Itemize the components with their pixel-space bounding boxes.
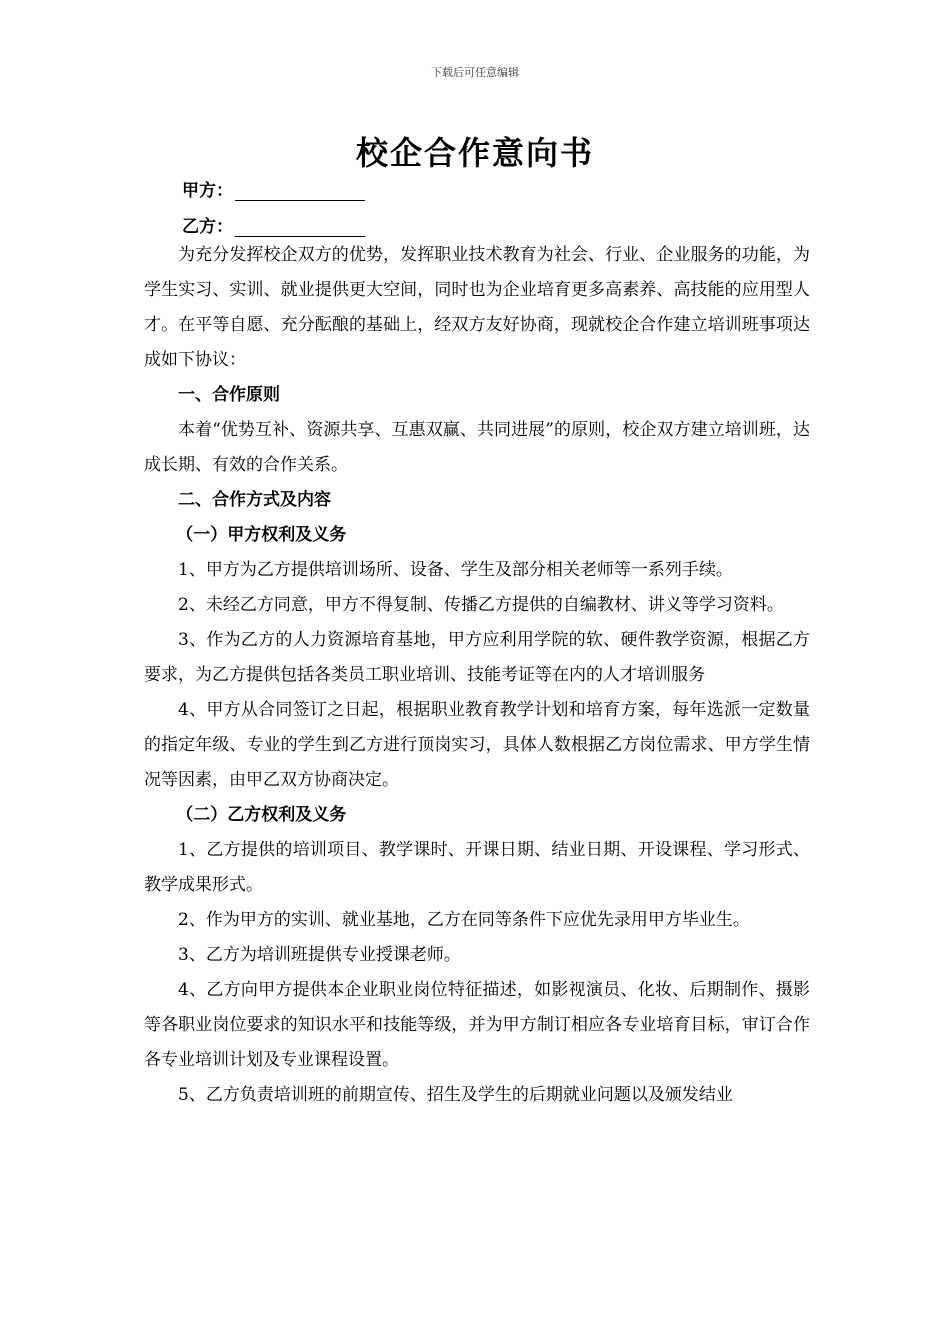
party-a-line bbox=[182, 176, 365, 201]
party-a-item-2: 2、未经乙方同意，甲方不得复制、传播乙方提供的自编教材、讲义等学习资料。 bbox=[178, 595, 784, 615]
party-b-item-3: 3、乙方为培训班提供专业授课老师。 bbox=[178, 945, 461, 965]
party-a-blank bbox=[235, 182, 365, 201]
document-title: 校企合作意向书 bbox=[355, 134, 594, 172]
party-b-item-2: 2、作为甲方的实训、就业基地，乙方在同等条件下应优先录用甲方毕业生。 bbox=[178, 910, 750, 930]
party-a-duties-heading: （一）甲方权利及义务 bbox=[176, 525, 347, 545]
page-header: 下载后可任意编辑 bbox=[431, 66, 519, 79]
section-2-heading: 二、合作方式及内容 bbox=[178, 490, 331, 510]
party-a-item-3: 3、作为乙方的人力资源培育基地，甲方应利用学院的软、硬件教学资源，根据乙方要求，为乙方提供包括各类员工职业培训、技能考证等在内的人才培训服务 bbox=[144, 630, 810, 685]
party-b-line bbox=[182, 212, 365, 237]
party-a-item-1: 1、甲方为乙方提供培训场所、设备、学生及部分相关老师等一系列手续。 bbox=[178, 560, 733, 580]
party-b-label: 乙方： bbox=[182, 217, 233, 237]
party-b-blank bbox=[235, 218, 365, 237]
party-a-item-4: 4、甲方从合同签订之日起，根据职业教育教学计划和培育方案，每年选派一定数量的指定年级、专业的学生到乙方进行顶岗实习，具体人数根据乙方岗位需求、甲方学生情况等因素，由甲乙双方协商决定。 bbox=[144, 700, 810, 790]
section-1-paragraph: 本着“优势互补、资源共享、互惠双赢、共同进展”的原则，校企双方建立培训班，达成长期、有效的合作关系。 bbox=[144, 420, 810, 475]
party-a-label: 甲方： bbox=[182, 181, 233, 201]
document-body bbox=[144, 238, 810, 1113]
party-b-item-1: 1、乙方提供的培训项目、教学课时、开课日期、结业日期、开设课程、学习形式、教学成果形式。 bbox=[144, 840, 810, 895]
intro-paragraph: 为充分发挥校企双方的优势，发挥职业技术教育为社会、行业、企业服务的功能，为学生实习、实训、就业提供更大空间，同时也为企业培育更多高素养、高技能的应用型人才。在平等自愿、充分酝酿的基础上，经双方友好协商，现就校企合作建立培训班事项达成如下协议： bbox=[144, 245, 810, 370]
party-b-item-4: 4、乙方向甲方提供本企业职业岗位特征描述，如影视演员、化妆、后期制作、摄影等各职业岗位要求的知识水平和技能等级，并为甲方制订相应各专业培育目标，审订合作各专业培训计划及专业课程设置。 bbox=[144, 980, 810, 1070]
party-b-duties-heading: （二）乙方权利及义务 bbox=[176, 805, 347, 825]
section-1-heading: 一、合作原则 bbox=[178, 385, 280, 405]
party-b-item-5: 5、乙方负责培训班的前期宣传、招生及学生的后期就业问题以及颁发结业 bbox=[178, 1085, 733, 1105]
